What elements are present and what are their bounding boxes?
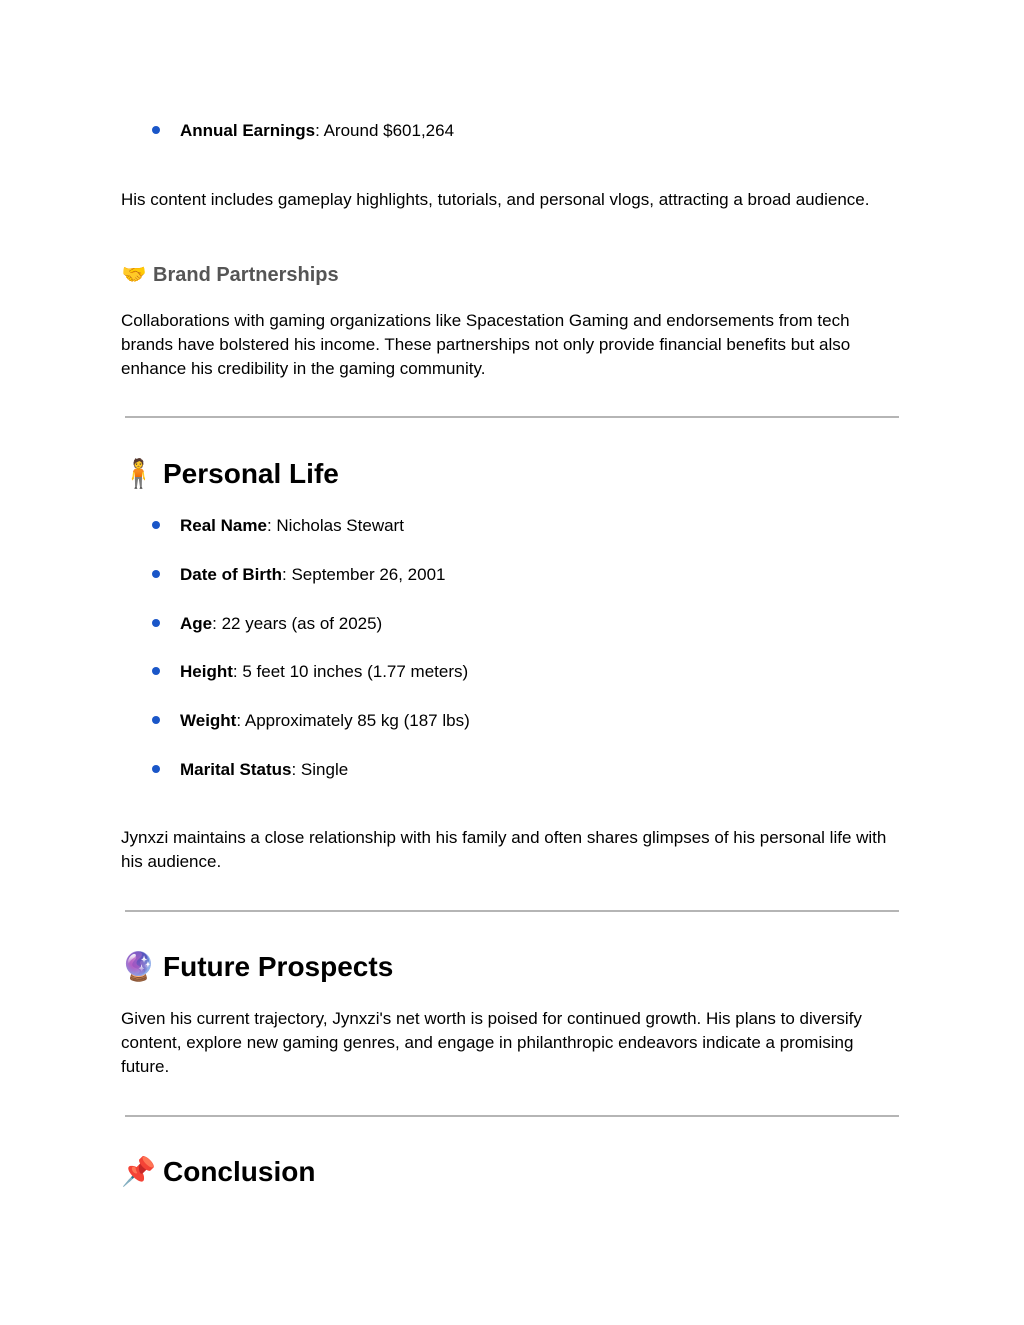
bullet-key: Height <box>180 662 233 681</box>
pushpin-icon: 📌 <box>121 1155 156 1188</box>
bullet-value: : Approximately 85 kg (187 lbs) <box>236 711 470 730</box>
bullet-value: : September 26, 2001 <box>282 565 446 584</box>
section-divider <box>125 910 899 912</box>
list-item-weight <box>152 710 470 732</box>
bullet-key: Marital Status <box>180 760 292 779</box>
bullet-key: Annual Earnings <box>180 121 316 140</box>
bullet-dot <box>152 765 160 773</box>
brand-paragraph: Collaborations with gaming organizations like Spacestation Gaming and endorsements from tech brands have bolstered his income. These partnerships not only provide financial benefits but also enhance his credibility in the gaming community. <box>121 311 851 378</box>
section-divider <box>125 416 899 418</box>
list-item-age <box>152 613 382 635</box>
bullet-value: : 22 years (as of 2025) <box>212 614 383 633</box>
bullet-dot <box>152 521 160 529</box>
list-item-date-of-birth <box>152 564 446 586</box>
person-standing-icon: 🧍 <box>121 457 156 490</box>
list-item-height <box>152 661 468 683</box>
bullet-dot <box>152 619 160 627</box>
conclusion-heading-text: Conclusion <box>163 1156 316 1187</box>
bullet-key: Weight <box>180 711 237 730</box>
conclusion-heading <box>121 1155 315 1189</box>
handshake-icon: 🤝 <box>121 262 147 286</box>
brand-heading-text: Brand Partnerships <box>153 264 339 286</box>
bullet-key: Real Name <box>180 516 267 535</box>
crystal-ball-icon: 🔮 <box>121 950 156 983</box>
bullet-dot <box>152 570 160 578</box>
bullet-value: : 5 feet 10 inches (1.77 meters) <box>232 662 469 681</box>
personal-paragraph: Jynxzi maintains a close relationship with his family and often shares glimpses of his personal life with his audience. <box>121 828 887 871</box>
brand-partnerships-heading <box>121 261 339 288</box>
list-item-marital-status <box>152 759 348 781</box>
future-paragraph: Given his current trajectory, Jynxzi's net worth is poised for continued growth. His plans to diversify content, explore new gaming genres, and engage in philanthropic endeavors indicate a promising future. <box>121 1009 862 1076</box>
future-heading-text: Future Prospects <box>163 951 394 982</box>
section-divider <box>125 1115 899 1117</box>
bullet-value: : Around $601,264 <box>315 121 455 140</box>
personal-heading-text: Personal Life <box>163 458 339 489</box>
bullet-value: : Nicholas Stewart <box>266 516 404 535</box>
bullet-key: Age <box>180 614 213 633</box>
list-item-real-name <box>152 515 404 537</box>
bullet-value: : Single <box>291 760 349 779</box>
bullet-dot <box>152 667 160 675</box>
bullet-dot <box>152 716 160 724</box>
list-item-annual-earnings <box>152 120 454 142</box>
future-prospects-heading <box>121 950 393 984</box>
personal-life-heading <box>121 457 339 491</box>
bullet-dot <box>152 126 160 134</box>
earnings-paragraph: His content includes gameplay highlights, tutorials, and personal vlogs, attracting a broad audience. <box>121 190 870 209</box>
bullet-key: Date of Birth <box>180 565 282 584</box>
